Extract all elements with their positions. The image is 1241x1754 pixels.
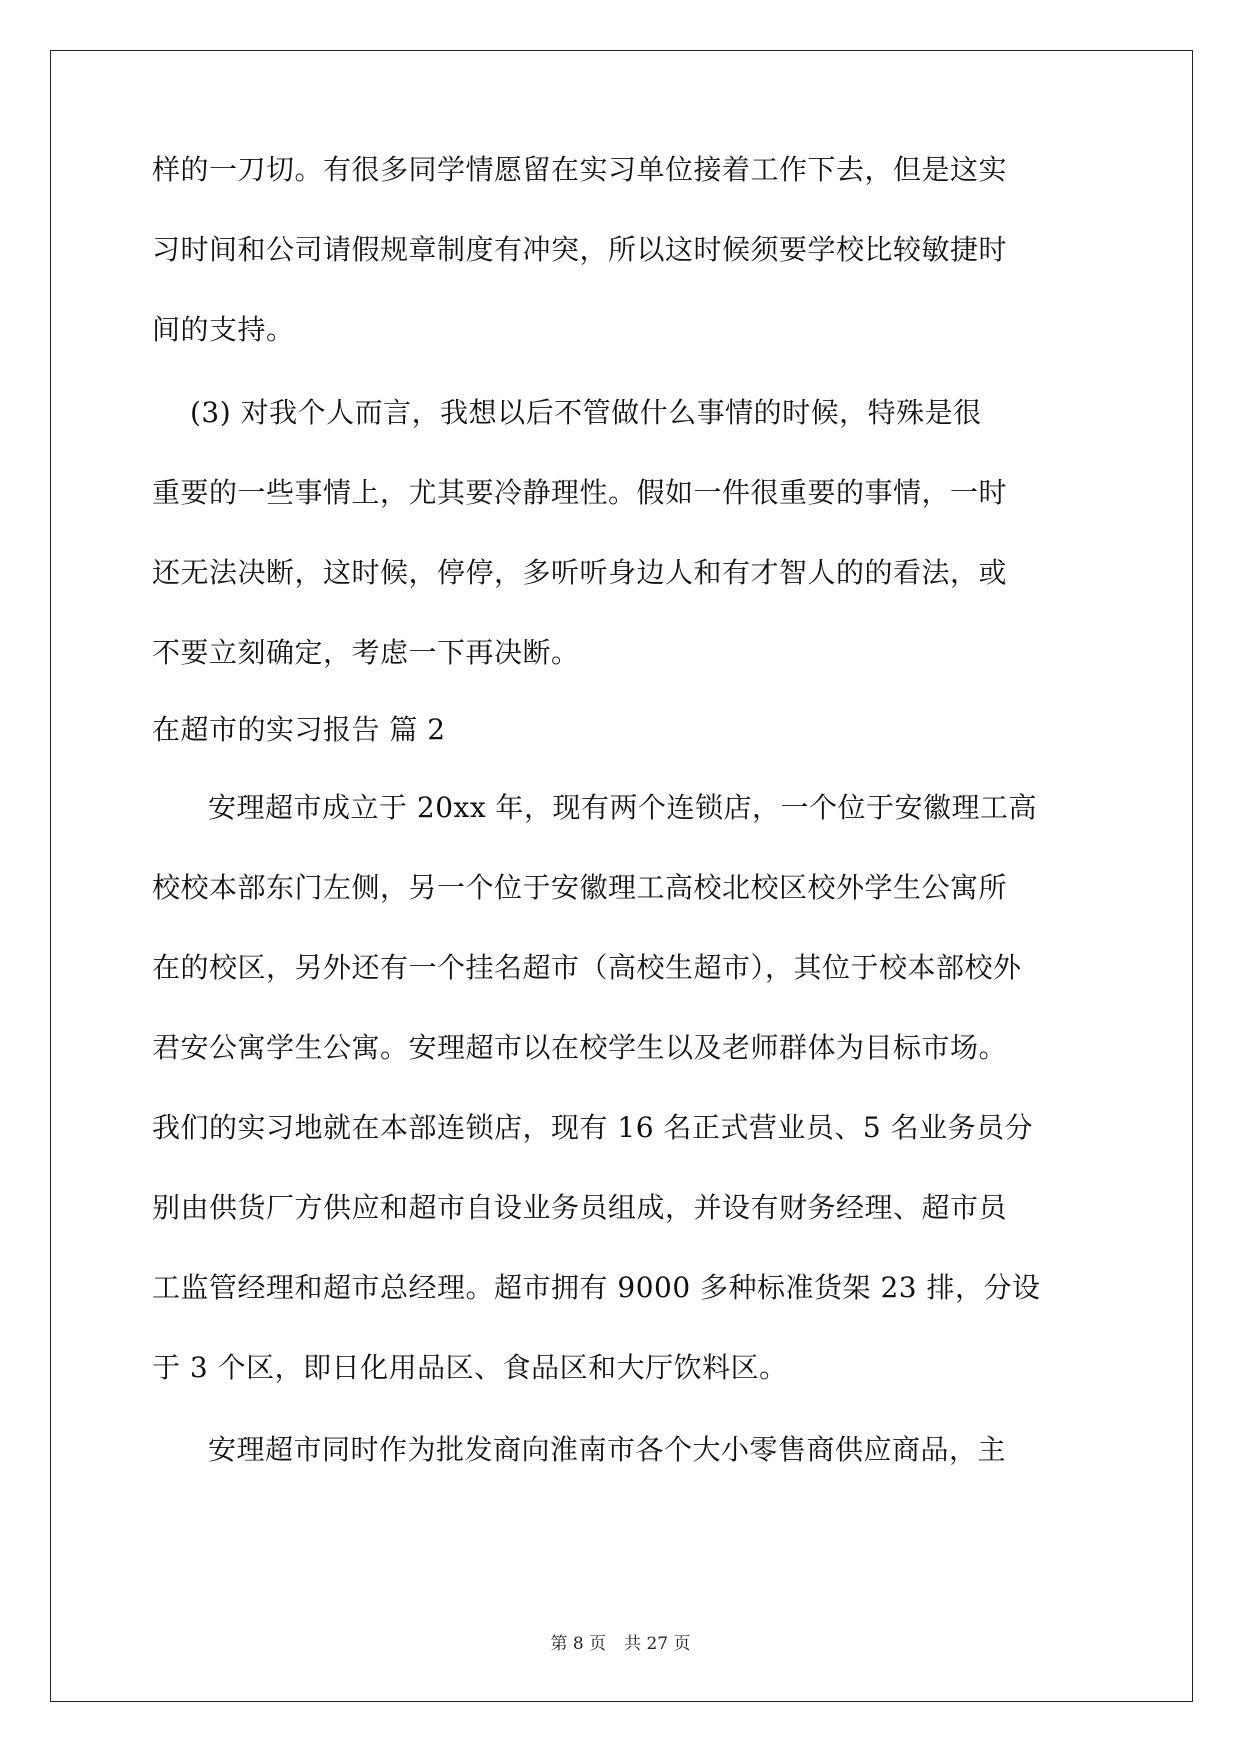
- text-line: 我们的实习地就在本部连锁店，现有 16 名正式营业员、5 名业务员分: [152, 1111, 1034, 1144]
- text-line: 习时间和公司请假规章制度有冲突，所以这时候须要学校比较敏捷时: [152, 233, 1008, 266]
- text-line: 重要的一些事情上，尤其要冷静理性。假如一件很重要的事情，一时: [152, 476, 1008, 509]
- text-line: 间的支持。: [152, 313, 295, 346]
- text-line: 别由供货厂方供应和超市自设业务员组成，并设有财务经理、超市员: [152, 1191, 1008, 1224]
- text-line: 还无法决断，这时候，停停，多听听身边人和有才智人的的看法，或: [152, 556, 1008, 589]
- page-number: 第 8 页: [550, 1634, 607, 1654]
- paragraph-start-line: 安理超市成立于 20xx 年，现有两个连锁店，一个位于安徽理工高: [208, 791, 1038, 824]
- page-total: 共 27 页: [624, 1634, 691, 1654]
- text-line: 样的一刀切。有很多同学情愿留在实习单位接着工作下去，但是这实: [152, 153, 1008, 186]
- text-line: 在的校区，另外还有一个挂名超市（高校生超市），其位于校本部校外: [152, 951, 1022, 984]
- text-line: 校校本部东门左侧，另一个位于安徽理工高校北校区校外学生公寓所: [152, 871, 1008, 904]
- paragraph-start-line: (3) 对我个人而言，我想以后不管做什么事情的时候，特殊是很: [190, 396, 982, 429]
- text-line: 工监管经理和超市总经理。超市拥有 9000 多种标准货架 23 排，分设: [152, 1271, 1041, 1304]
- text-line: 君安公寓学生公寓。安理超市以在校学生以及老师群体为目标市场。: [152, 1031, 1008, 1064]
- page-footer: [0, 1632, 1241, 1656]
- section-heading: 在超市的实习报告 篇 2: [152, 713, 446, 746]
- text-line: 不要立刻确定，考虑一下再决断。: [152, 636, 580, 669]
- text-line: 于 3 个区，即日化用品区、食品区和大厅饮料区。: [152, 1351, 788, 1384]
- paragraph-start-line: 安理超市同时作为批发商向淮南市各个大小零售商供应商品，主: [208, 1433, 1007, 1466]
